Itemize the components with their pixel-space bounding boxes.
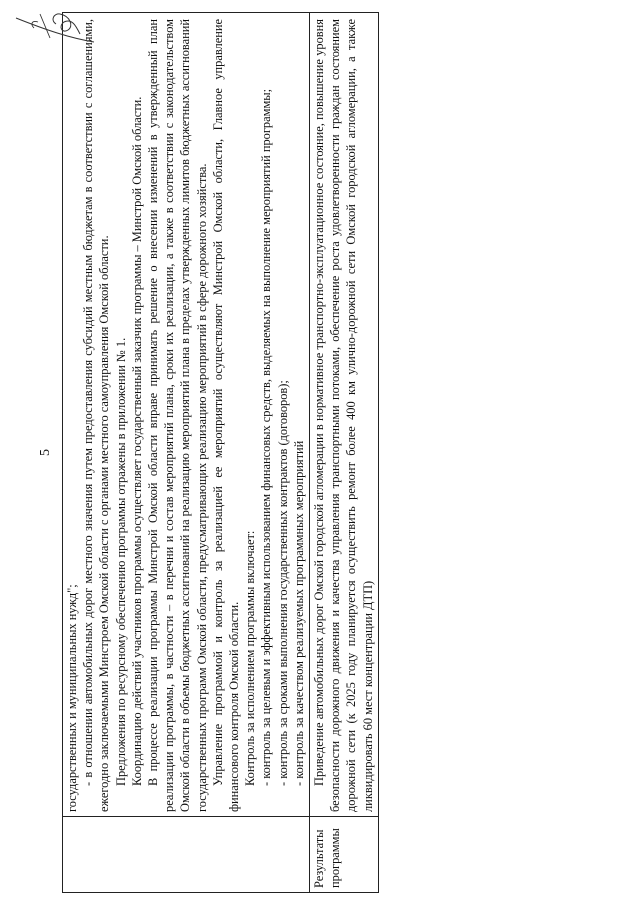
paragraph: Контроль за исполнением программы включает:: [243, 530, 258, 786]
row-label-cell: [63, 817, 310, 893]
row-content-cell: [310, 13, 379, 817]
handwritten-signature-icon: [10, 8, 98, 48]
paragraph: - контроль за сроками выполнения государственных контрактов (договоров);: [275, 380, 290, 786]
row-content-cell: [63, 13, 310, 817]
paragraph: Приведение автомобильных дорог Омской городской агломерации в нормативное транспортно-эксплуатационное состояние, повышение уровня безопасности дорожного движения и качества управления транспортными потоками, обеспечение роста удовлетворенности граждан состоянием дорожной сети (к 2025 году планируется осуществить ремонт более 400 км улично-дорожной сети Омской городской агломерации, а также ликвидировать 60 мест концентрации ДТП): [312, 19, 375, 812]
paragraph: государственных и муниципальных нужд";: [65, 584, 79, 812]
row-label-cell: Результаты программы: [310, 817, 379, 893]
paragraph: - в отношении автомобильных дорог местного значения путем предоставления субсидий местным бюджетам в соответствии с соглашениями, ежегодно заключаемыми Минстроем Омской области с органами местного самоуправления Омской области.: [81, 19, 112, 812]
paragraph: - контроль за целевым и эффективным использованием финансовых средств, выделяемых на выполнение мероприятий программы;: [259, 88, 274, 786]
table-row-results: [310, 13, 379, 893]
paragraph: - контроль за качеством реализуемых программных мероприятий: [291, 440, 306, 786]
paragraph: В процессе реализации программы Минстрой Омской области вправе принимать решение о внесении изменений в утвержденный план реализации программы, в частности – в перечни и состав мероприятий плана, сроки их реализации, а также в соответствии с законодательством Омской области в объемы бюджетных ассигнований на реализацию мероприятий плана в пределах утвержденных лимитов бюджетных ассигнований государственных программ Омской области, предусматривающих реализацию мероприятий в сфере дорожного хозяйства.: [146, 19, 209, 812]
paragraph: Управление программой и контроль за реализацией ее мероприятий осуществляют Минстрой Омской области, Главное управление финансового контроля Омской области.: [210, 19, 242, 812]
paragraph: Предложения по ресурсному обеспечению программы отражены в приложении № 1.: [113, 337, 128, 786]
table-row-resources: [63, 13, 310, 893]
paragraph: Координацию действий участников программы осуществляет государственный заказчик программы – Минстрой Омской области.: [129, 96, 144, 786]
page-number: 5: [38, 449, 53, 456]
program-passport-table: [62, 12, 379, 893]
